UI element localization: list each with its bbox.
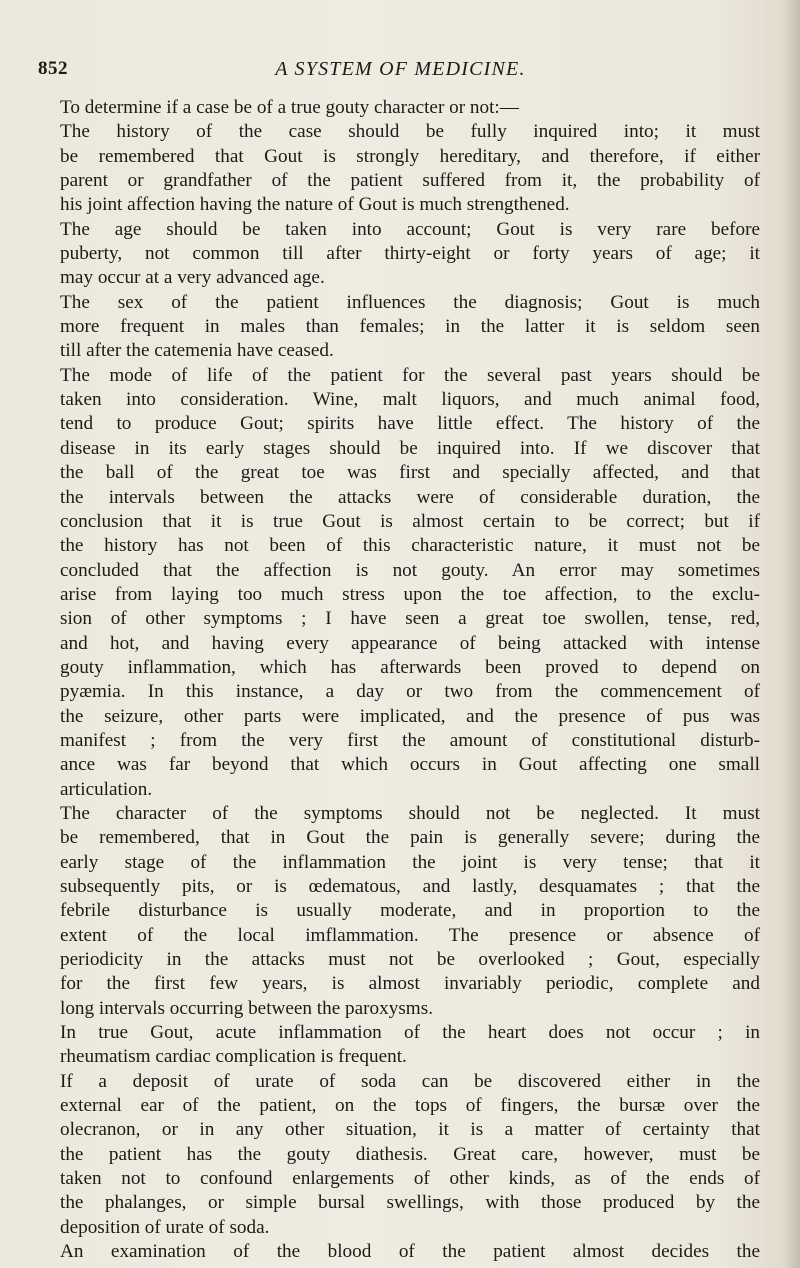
text-line: disease in its early stages should be inquired into. If we discover that	[60, 437, 760, 459]
text-line: be remembered that Gout is strongly hereditary, and therefore, if either	[60, 145, 760, 167]
text-line: be remembered, that in Gout the pain is generally severe; during the	[60, 827, 760, 849]
text-line: manifest ; from the very first the amount of constitutional disturb-	[60, 729, 760, 751]
text-line: rheumatism cardiac complication is frequent.	[60, 1046, 407, 1068]
text-line: deposition of urate of soda.	[60, 1216, 270, 1238]
text-line: The age should be taken into account; Gout is very rare before	[60, 218, 760, 240]
text-line: puberty, not common till after thirty-eight or forty years of age; it	[60, 243, 760, 265]
text-line: olecranon, or in any other situation, it is a matter of certainty that	[60, 1119, 760, 1141]
text-line: The mode of life of the patient for the several past years should be	[60, 364, 760, 386]
text-line: tend to produce Gout; spirits have little effect. The history of the	[60, 413, 760, 435]
text-line: ance was far beyond that which occurs in Gout affecting one small	[60, 754, 760, 776]
text-line: The history of the case should be fully inquired into; it must	[60, 121, 760, 143]
text-line: the ball of the great toe was first and specially affected, and that	[60, 462, 760, 484]
page-header	[38, 58, 763, 88]
text-line: gouty inflammation, which has afterwards been proved to depend on	[60, 656, 760, 678]
text-line: till after the catemenia have ceased.	[60, 340, 334, 362]
page-edge-shadow	[784, 0, 800, 1268]
text-line: concluded that the affection is not gouty. An error may sometimes	[60, 559, 760, 581]
text-line: the phalanges, or simple bursal swellings, with those produced by the	[60, 1192, 760, 1214]
text-line: the history has not been of this characteristic nature, it must not be	[60, 535, 760, 557]
text-line: taken into consideration. Wine, malt liquors, and much animal food,	[60, 389, 760, 411]
text-line: febrile disturbance is usually moderate, and in proportion to the	[60, 900, 760, 922]
text-line: the seizure, other parts were implicated, and the presence of pus was	[60, 705, 760, 727]
text-line: his joint affection having the nature of Gout is much strengthened.	[60, 194, 570, 216]
text-line: pyæmia. In this instance, a day or two from the commencement of	[60, 681, 760, 703]
text-line: the intervals between the attacks were of considerable duration, the	[60, 486, 760, 508]
body-text	[60, 96, 760, 1265]
text-line: may occur at a very advanced age.	[60, 267, 325, 289]
text-line: articulation.	[60, 778, 153, 800]
text-line: early stage of the inflammation the joint is very tense; that it	[60, 851, 760, 873]
running-title: A SYSTEM OF MEDICINE.	[275, 58, 526, 80]
text-line: extent of the local imflammation. The presence or absence of	[60, 924, 760, 946]
text-line: sion of other symptoms ; I have seen a great toe swollen, tense, red,	[60, 608, 760, 630]
page-number: 852	[38, 58, 68, 79]
text-line: An examination of the blood of the patient almost decides the	[60, 1241, 760, 1263]
text-line: external ear of the patient, on the tops of fingers, the bursæ over the	[60, 1095, 760, 1117]
text-line: In true Gout, acute inflammation of the heart does not occur ; in	[60, 1022, 760, 1044]
text-line: taken not to confound enlargements of other kinds, as of the ends of	[60, 1168, 760, 1190]
text-line: To determine if a case be of a true gouty character or not:—	[60, 97, 519, 118]
text-line: periodicity in the attacks must not be overlooked ; Gout, especially	[60, 949, 760, 971]
text-line: The sex of the patient influences the diagnosis; Gout is much	[60, 291, 760, 313]
text-line: and hot, and having every appearance of being attacked with intense	[60, 632, 760, 654]
text-line: If a deposit of urate of soda can be discovered either in the	[60, 1070, 760, 1092]
text-line: long intervals occurring between the paroxysms.	[60, 997, 433, 1019]
text-line: arise from laying too much stress upon the toe affection, to the exclu-	[60, 583, 760, 605]
text-line: for the first few years, is almost invariably periodic, complete and	[60, 973, 760, 995]
text-line: The character of the symptoms should not be neglected. It must	[60, 802, 760, 824]
text-line: more frequent in males than females; in the latter it is seldom seen	[60, 316, 760, 338]
text-line: subsequently pits, or is œdematous, and lastly, desquamates ; that the	[60, 876, 760, 897]
text-line: conclusion that it is true Gout is almost certain to be correct; but if	[60, 510, 760, 532]
text-line: parent or grandfather of the patient suffered from it, the probability of	[60, 170, 760, 192]
text-line: the patient has the gouty diathesis. Great care, however, must be	[60, 1143, 760, 1165]
